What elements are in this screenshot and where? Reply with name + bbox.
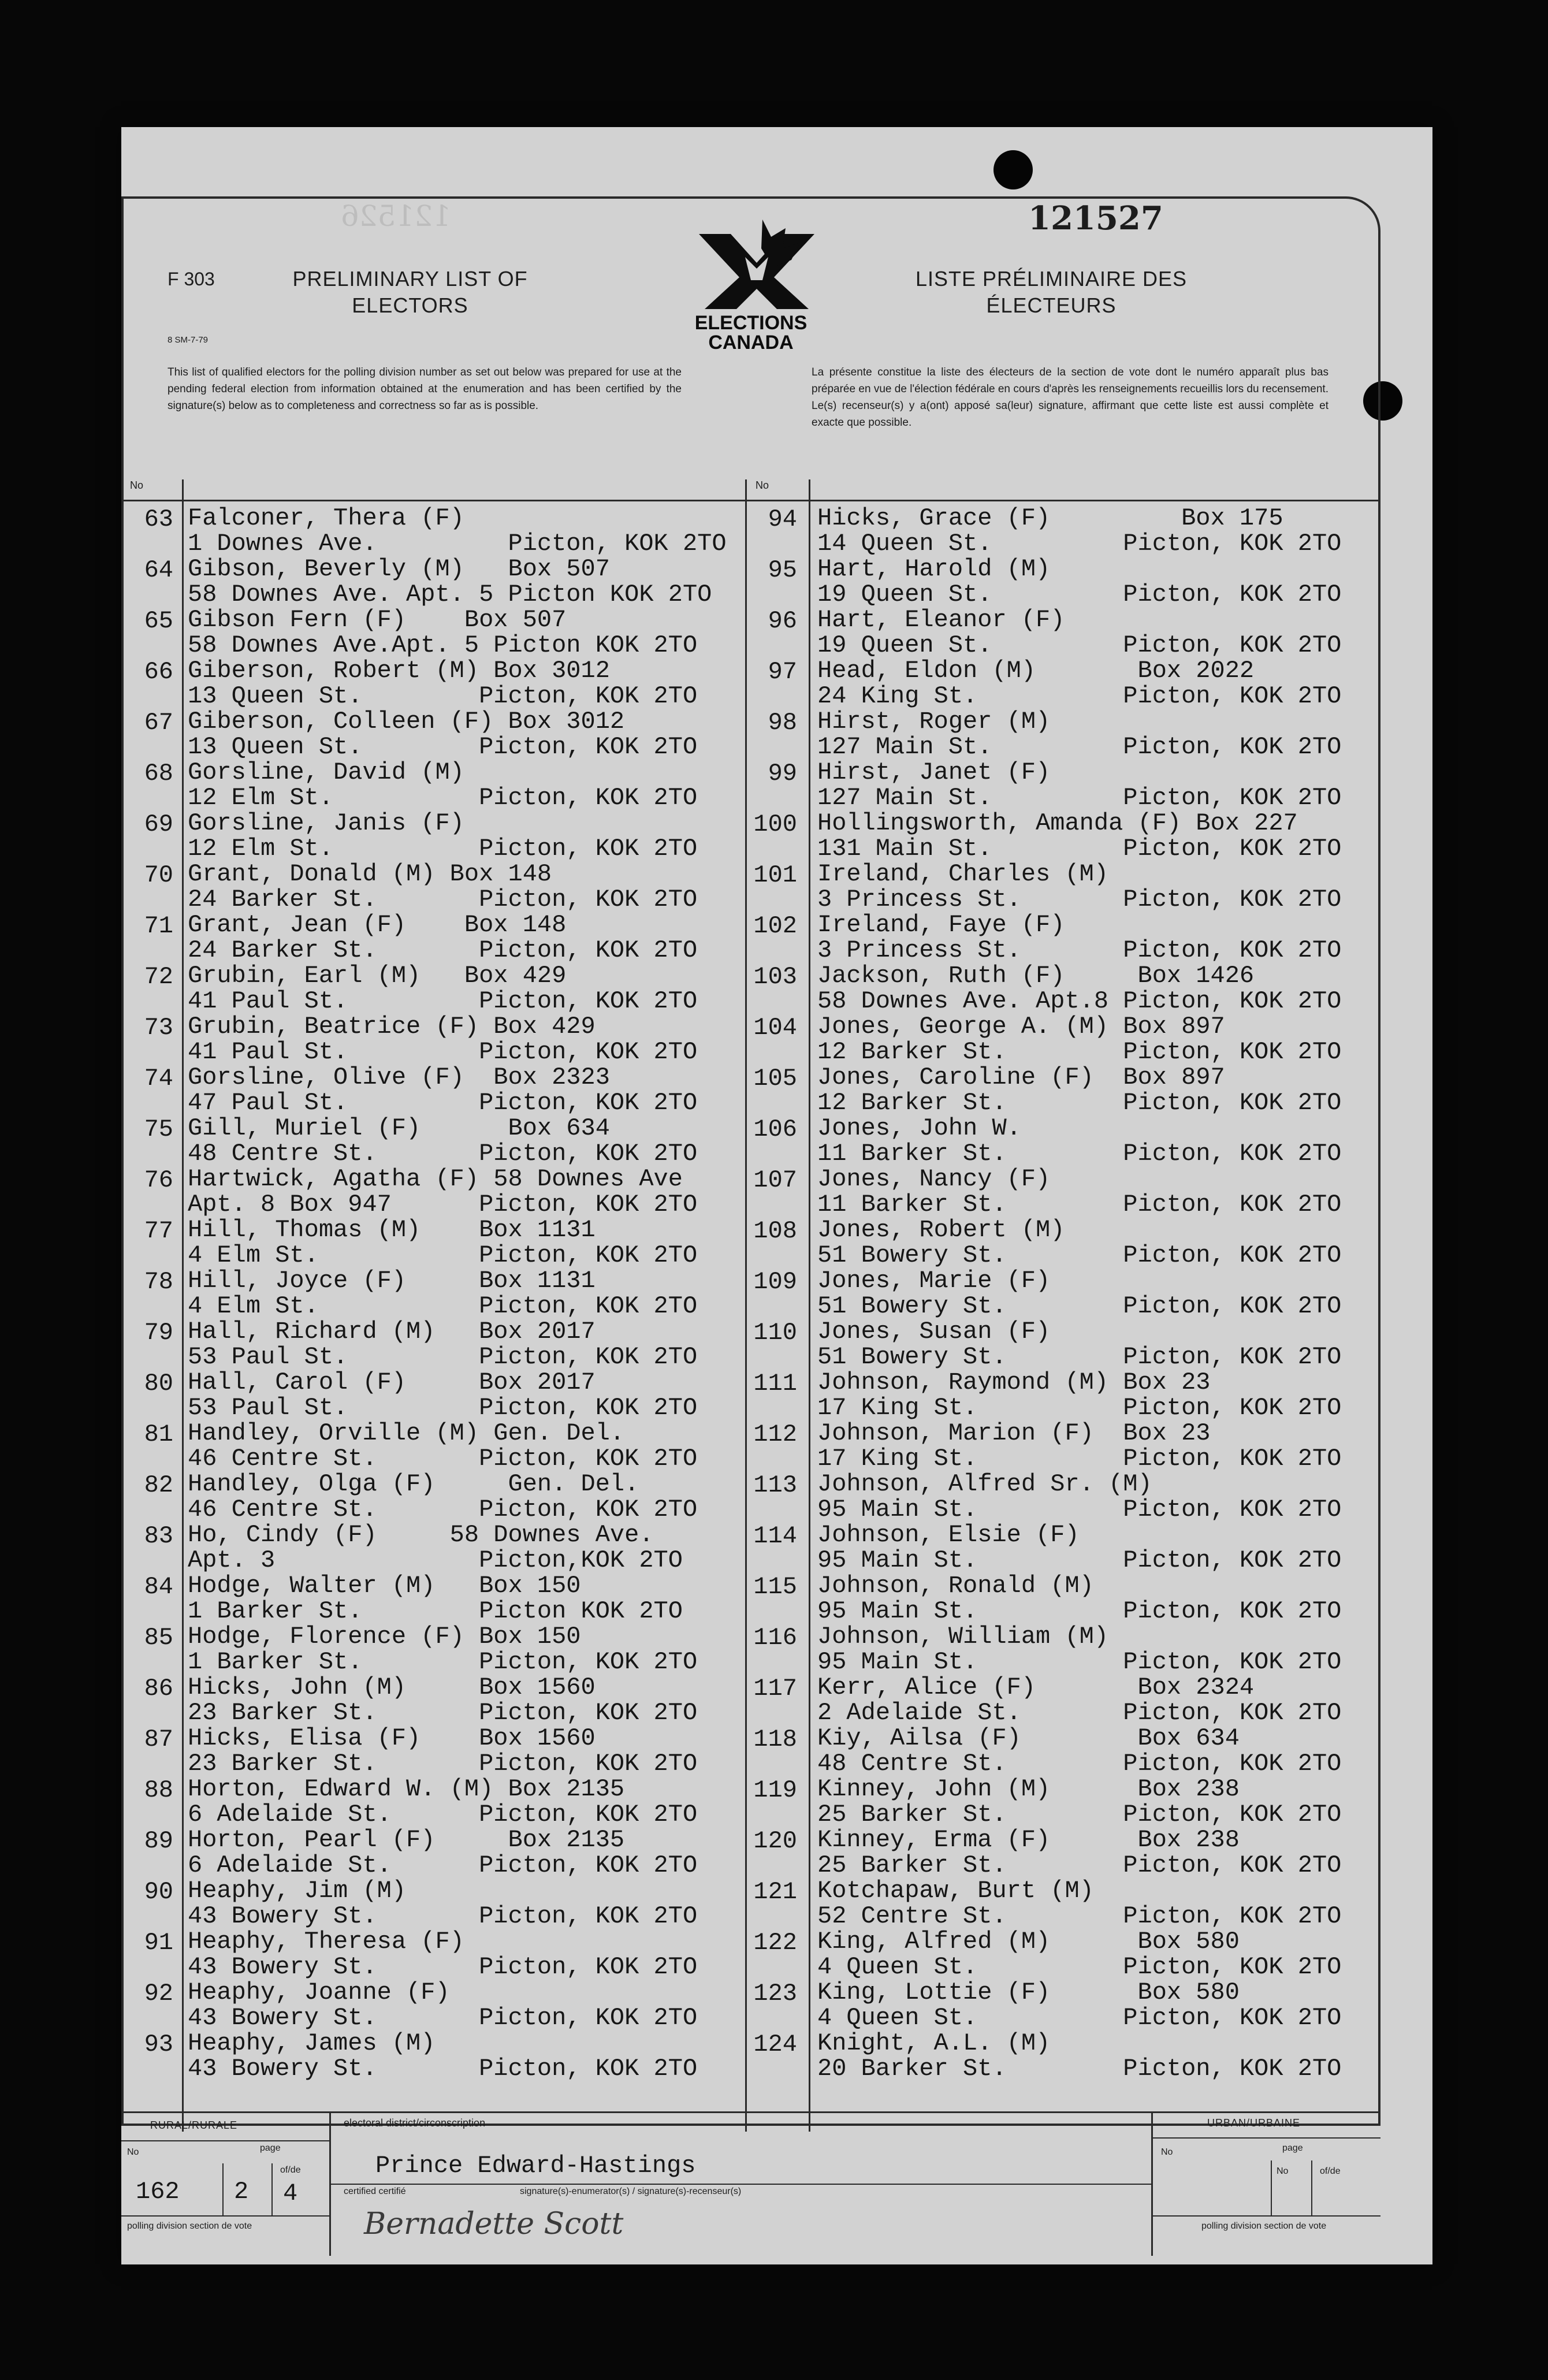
elector-address-line: 3 Princess St. Picton, KOK 2TO (817, 936, 1342, 964)
elector-address-line: 4 Queen St. Picton, KOK 2TO (817, 1953, 1342, 1981)
elector-name-line: Johnson, Marion (F) Box 23 (817, 1419, 1211, 1447)
elector-name-line: Jones, Susan (F) (817, 1318, 1051, 1345)
entry-number: 100 (753, 810, 797, 838)
rural-divider-1 (222, 2163, 224, 2215)
entry-number: 105 (753, 1065, 797, 1092)
elector-address-line: 95 Main St. Picton, KOK 2TO (817, 1496, 1342, 1523)
paragraph-english: This list of qualified electors for the polling division number as set out below was prepared for use at the pending federal election from information obtained at the enumeration and has been certified by the signature(s) below as to completeness and correctness so far as is possible. (168, 366, 682, 412)
elector-name-line: Hicks, Grace (F) Box 175 (817, 504, 1283, 532)
elector-name-line: Horton, Edward W. (M) Box 2135 (188, 1775, 625, 1803)
entry-number: 103 (753, 963, 797, 991)
rural-rule (121, 2140, 329, 2141)
elector-name-line: Hartwick, Agatha (F) 58 Downes Ave (188, 1165, 683, 1193)
elector-name-line: Grant, Donald (M) Box 148 (188, 860, 552, 888)
entry-number: 93 (144, 2031, 173, 2058)
elector-address-line: 43 Bowery St. Picton, KOK 2TO (188, 2004, 698, 2032)
urban-of-label: of/de (1320, 2166, 1341, 2176)
entry-number: 82 (144, 1471, 173, 1499)
elector-name-line: Jones, Marie (F) (817, 1267, 1051, 1295)
entry-number: 88 (144, 1776, 173, 1804)
entry-number: 83 (144, 1522, 173, 1550)
elector-address-line: 6 Adelaide St. Picton, KOK 2TO (188, 1851, 698, 1879)
center-left-column-rule (745, 479, 747, 2132)
elector-name-line: Johnson, William (M) (817, 1623, 1109, 1650)
logo-text: ELECTIONS CANADA (694, 312, 808, 354)
elector-address-line: 51 Bowery St. Picton, KOK 2TO (817, 1292, 1342, 1320)
entry-number: 89 (144, 1827, 173, 1855)
elector-address-line: Apt. 3 Picton,KOK 2TO (188, 1546, 683, 1574)
entry-number: 81 (144, 1420, 173, 1448)
elector-address-line: 58 Downes Ave. Apt.8 Picton, KOK 2TO (817, 987, 1342, 1015)
entry-number: 113 (753, 1471, 797, 1499)
rural-label: RURAL/RURALE (150, 2119, 238, 2131)
elector-name-line: Handley, Olga (F) Gen. Del. (188, 1470, 639, 1498)
elector-name-line: Hart, Eleanor (F) (817, 606, 1065, 634)
entry-number: 67 (144, 709, 173, 737)
urban-polling-label: polling division section de vote (1201, 2221, 1327, 2231)
elector-name-line: Heaphy, Joanne (F) (188, 1979, 450, 2006)
entry-number: 110 (753, 1319, 797, 1347)
rural-no-label: No (127, 2147, 139, 2157)
elector-name-line: Falconer, Thera (F) (188, 504, 464, 532)
elector-name-line: Grubin, Beatrice (F) Box 429 (188, 1013, 596, 1040)
elector-address-line: 17 King St. Picton, KOK 2TO (817, 1394, 1342, 1422)
entry-number: 72 (144, 963, 173, 991)
elector-name-line: Jones, John W. (817, 1114, 1021, 1142)
elector-address-line: 1 Barker St. Picton KOK 2TO (188, 1597, 683, 1625)
entry-number: 111 (753, 1370, 797, 1397)
entry-number: 74 (144, 1065, 173, 1092)
entry-number: 121 (753, 1878, 797, 1906)
rural-page-no: 2 (234, 2178, 249, 2206)
elector-address-line: Apt. 8 Box 947 Picton, KOK 2TO (188, 1191, 698, 1218)
elector-name-line: Hicks, Elisa (F) Box 1560 (188, 1724, 596, 1752)
elector-name-line: Ho, Cindy (F) 58 Downes Ave. (188, 1521, 654, 1549)
elector-address-line: 51 Bowery St. Picton, KOK 2TO (817, 1343, 1342, 1371)
entry-number: 115 (753, 1573, 797, 1601)
elector-address-line: 47 Paul St. Picton, KOK 2TO (188, 1089, 698, 1117)
elector-name-line: King, Lottie (F) Box 580 (817, 1979, 1240, 2006)
district-value: Prince Edward-Hastings (375, 2152, 696, 2180)
elector-name-line: Johnson, Elsie (F) (817, 1521, 1080, 1549)
footer (121, 2111, 1380, 2256)
entry-number: 70 (144, 861, 173, 889)
entry-number: 97 (768, 658, 797, 686)
urban-no-label: No (1161, 2147, 1173, 2157)
punch-hole-top (993, 150, 1033, 189)
elector-address-line: 19 Queen St. Picton, KOK 2TO (817, 631, 1342, 659)
elector-address-line: 4 Elm St. Picton, KOK 2TO (188, 1292, 698, 1320)
elector-address-line: 2 Adelaide St. Picton, KOK 2TO (817, 1699, 1342, 1727)
rural-rule-2 (121, 2215, 329, 2217)
urban-divider-2 (1311, 2160, 1312, 2215)
elector-name-line: Ireland, Faye (F) (817, 911, 1065, 939)
elector-name-line: Hill, Thomas (M) Box 1131 (188, 1216, 596, 1244)
entry-number: 117 (753, 1675, 797, 1702)
entry-number: 94 (768, 505, 797, 533)
entry-number: 96 (768, 607, 797, 635)
elector-address-line: 13 Queen St. Picton, KOK 2TO (188, 682, 698, 710)
elector-address-line: 24 King St. Picton, KOK 2TO (817, 682, 1342, 710)
elector-name-line: Hirst, Roger (M) (817, 708, 1051, 735)
elector-name-line: Gorsline, Olive (F) Box 2323 (188, 1063, 610, 1091)
elector-name-line: Johnson, Raymond (M) Box 23 (817, 1368, 1211, 1396)
entry-number: 77 (144, 1217, 173, 1245)
elector-address-line: 43 Bowery St. Picton, KOK 2TO (188, 1953, 698, 1981)
elector-name-line: Kiy, Ailsa (F) Box 634 (817, 1724, 1240, 1752)
table-top-rule (121, 500, 1380, 501)
entry-number: 76 (144, 1166, 173, 1194)
elector-name-line: Johnson, Ronald (M) (817, 1572, 1094, 1600)
elector-address-line: 12 Elm St. Picton, KOK 2TO (188, 835, 698, 862)
elector-address-line: 17 King St. Picton, KOK 2TO (817, 1445, 1342, 1472)
elector-name-line: Jones, George A. (M) Box 897 (817, 1013, 1225, 1040)
elector-name-line: Giberson, Robert (M) Box 3012 (188, 657, 610, 685)
elector-name-line: Heaphy, Theresa (F) (188, 1928, 464, 1955)
title-english: PRELIMINARY LIST OF ELECTORS (292, 267, 528, 317)
entry-number: 109 (753, 1268, 797, 1296)
elector-name-line: Heaphy, James (M) (188, 2029, 436, 2057)
rural-number: 162 (136, 2178, 180, 2206)
serial-number: 121527 (1028, 199, 1163, 237)
elector-name-line: Gorsline, David (M) (188, 758, 464, 786)
column-label-no-right: No (756, 479, 769, 491)
entry-number: 87 (144, 1726, 173, 1753)
elector-address-line: 48 Centre St. Picton, KOK 2TO (188, 1140, 698, 1167)
elector-name-line: Jones, Robert (M) (817, 1216, 1065, 1244)
elector-address-line: 23 Barker St. Picton, KOK 2TO (188, 1699, 698, 1727)
rural-of-label: of/de (280, 2165, 301, 2175)
elector-address-line: 4 Elm St. Picton, KOK 2TO (188, 1241, 698, 1269)
entry-number: 66 (144, 658, 173, 686)
entry-number: 101 (753, 861, 797, 889)
elector-address-line: 43 Bowery St. Picton, KOK 2TO (188, 2055, 698, 2082)
elector-name-line: Kinney, John (M) Box 238 (817, 1775, 1240, 1803)
elector-name-line: Jones, Caroline (F) Box 897 (817, 1063, 1225, 1091)
elector-name-line: Johnson, Alfred Sr. (M) (817, 1470, 1152, 1498)
elector-address-line: 24 Barker St. Picton, KOK 2TO (188, 886, 698, 913)
elector-address-line: 1 Barker St. Picton, KOK 2TO (188, 1648, 698, 1676)
entry-number: 68 (144, 760, 173, 787)
elector-name-line: Hill, Joyce (F) Box 1131 (188, 1267, 596, 1295)
elector-name-line: Hall, Richard (M) Box 2017 (188, 1318, 596, 1345)
paragraph-french: La présente constitue la liste des électeurs de la section de vote dont le numéro apparaît plus bas préparée en vue de l'élection fédérale en cours d'après les renseignements recueillis lors du recensement. Le(s) recenseur(s) y a(ont) apposé sa(leur) signature, affirmant que cette liste est aussi complète et exacte que possible. (812, 366, 1329, 429)
entry-number: 86 (144, 1675, 173, 1702)
entry-number: 118 (753, 1726, 797, 1753)
urban-label: URBAN/URBAINE (1207, 2117, 1301, 2129)
elector-name-line: Kotchapaw, Burt (M) (817, 1877, 1094, 1905)
entry-number: 104 (753, 1014, 797, 1042)
elector-address-line: 19 Queen St. Picton, KOK 2TO (817, 581, 1342, 608)
entry-number: 64 (144, 556, 173, 584)
entry-number: 63 (144, 505, 173, 533)
entry-number: 79 (144, 1319, 173, 1347)
rural-divider-2 (271, 2163, 273, 2215)
elector-address-line: 41 Paul St. Picton, KOK 2TO (188, 1038, 698, 1066)
elector-name-line: King, Alfred (M) Box 580 (817, 1928, 1240, 1955)
entry-number: 80 (144, 1370, 173, 1397)
elector-address-line: 53 Paul St. Picton, KOK 2TO (188, 1394, 698, 1422)
district-label: electoral district/circonscription (344, 2117, 486, 2129)
elector-name-line: Heaphy, Jim (M) (188, 1877, 407, 1905)
elector-address-line: 53 Paul St. Picton, KOK 2TO (188, 1343, 698, 1371)
elector-address-line: 58 Downes Ave.Apt. 5 Picton KOK 2TO (188, 631, 698, 659)
entry-number: 69 (144, 810, 173, 838)
form-version: 8 SM-7-79 (168, 335, 209, 345)
center-right-column-rule (809, 479, 810, 2132)
elector-address-line: 12 Elm St. Picton, KOK 2TO (188, 784, 698, 812)
elector-address-line: 127 Main St. Picton, KOK 2TO (817, 784, 1342, 812)
entry-number: 73 (144, 1014, 173, 1042)
elector-name-line: Handley, Orville (M) Gen. Del. (188, 1419, 625, 1447)
elector-address-line: 6 Adelaide St. Picton, KOK 2TO (188, 1801, 698, 1828)
entry-number: 107 (753, 1166, 797, 1194)
entry-number: 91 (144, 1929, 173, 1957)
elector-address-line: 95 Main St. Picton, KOK 2TO (817, 1648, 1342, 1676)
entry-number: 95 (768, 556, 797, 584)
entry-number: 120 (753, 1827, 797, 1855)
entry-number: 123 (753, 1980, 797, 2007)
entry-number: 102 (753, 912, 797, 940)
elector-name-line: Gibson Fern (F) Box 507 (188, 606, 567, 634)
entry-number: 106 (753, 1115, 797, 1143)
certified-label: certified certifié (344, 2186, 406, 2196)
entry-number: 92 (144, 1980, 173, 2007)
elector-address-line: 12 Barker St. Picton, KOK 2TO (817, 1038, 1342, 1066)
district-rule (331, 2184, 1151, 2185)
signature-label: signature(s)-enumerator(s) / signature(s)-recenseur(s) (520, 2186, 742, 2196)
entry-number: 108 (753, 1217, 797, 1245)
urban-rule-2 (1153, 2215, 1380, 2217)
entry-number: 122 (753, 1929, 797, 1957)
serial-faint: 121526 (341, 199, 451, 233)
urban-rule (1153, 2137, 1380, 2139)
elector-name-line: Grubin, Earl (M) Box 429 (188, 962, 567, 990)
elector-name-line: Head, Eldon (M) Box 2022 (817, 657, 1255, 685)
maple-leaf-x-icon (676, 217, 838, 309)
elector-name-line: Grant, Jean (F) Box 148 (188, 911, 567, 939)
elector-name-line: Gill, Muriel (F) Box 634 (188, 1114, 610, 1142)
rural-page-of: 4 (283, 2180, 298, 2207)
elector-name-line: Hollingsworth, Amanda (F) Box 227 (817, 809, 1298, 837)
elector-address-line: 52 Centre St. Picton, KOK 2TO (817, 1902, 1342, 1930)
elector-name-line: Gibson, Beverly (M) Box 507 (188, 555, 610, 583)
elector-address-line: 24 Barker St. Picton, KOK 2TO (188, 936, 698, 964)
entry-number: 78 (144, 1268, 173, 1296)
entry-number: 90 (144, 1878, 173, 1906)
elector-name-line: Ireland, Charles (M) (817, 860, 1109, 888)
entry-number: 114 (753, 1522, 797, 1550)
elector-name-line: Kerr, Alice (F) Box 2324 (817, 1674, 1255, 1701)
elector-name-line: Horton, Pearl (F) Box 2135 (188, 1826, 625, 1854)
elector-address-line: 25 Barker St. Picton, KOK 2TO (817, 1801, 1342, 1828)
elector-address-line: 46 Centre St. Picton, KOK 2TO (188, 1496, 698, 1523)
enumerator-signature: Bernadette Scott (364, 2207, 624, 2241)
elector-address-line: 25 Barker St. Picton, KOK 2TO (817, 1851, 1342, 1879)
elector-address-line: 1 Downes Ave. Picton, KOK 2TO (188, 530, 727, 557)
elector-address-line: 11 Barker St. Picton, KOK 2TO (817, 1191, 1342, 1218)
entry-number: 112 (753, 1420, 797, 1448)
elector-name-line: Kinney, Erma (F) Box 238 (817, 1826, 1240, 1854)
rural-page-label: page (260, 2143, 281, 2153)
column-label-no-left: No (130, 479, 144, 491)
elector-address-line: 4 Queen St. Picton, KOK 2TO (817, 2004, 1342, 2032)
elector-address-line: 13 Queen St. Picton, KOK 2TO (188, 733, 698, 761)
urban-divider-1 (1271, 2160, 1272, 2215)
elector-name-line: Hirst, Janet (F) (817, 758, 1051, 786)
elector-name-line: Jackson, Ruth (F) Box 1426 (817, 962, 1255, 990)
elector-name-line: Giberson, Colleen (F) Box 3012 (188, 708, 625, 735)
elector-address-line: 43 Bowery St. Picton, KOK 2TO (188, 1902, 698, 1930)
entry-number: 116 (753, 1624, 797, 1652)
elector-name-line: Hodge, Florence (F) Box 150 (188, 1623, 581, 1650)
elector-address-line: 46 Centre St. Picton, KOK 2TO (188, 1445, 698, 1472)
entry-number: 124 (753, 2031, 797, 2058)
elector-name-line: Knight, A.L. (M) (817, 2029, 1051, 2057)
elector-address-line: 14 Queen St. Picton, KOK 2TO (817, 530, 1342, 557)
elector-address-line: 127 Main St. Picton, KOK 2TO (817, 733, 1342, 761)
urban-page-label: page (1282, 2143, 1303, 2153)
elector-address-line: 131 Main St. Picton, KOK 2TO (817, 835, 1342, 862)
elector-address-line: 12 Barker St. Picton, KOK 2TO (817, 1089, 1342, 1117)
elector-address-line: 95 Main St. Picton, KOK 2TO (817, 1546, 1342, 1574)
entry-number: 65 (144, 607, 173, 635)
elector-address-line: 11 Barker St. Picton, KOK 2TO (817, 1140, 1342, 1167)
elector-address-line: 23 Barker St. Picton, KOK 2TO (188, 1750, 698, 1777)
title-french: LISTE PRÉLIMINAIRE DES ÉLECTEURS (915, 267, 1188, 317)
entry-number: 85 (144, 1624, 173, 1652)
elector-address-line: 20 Barker St. Picton, KOK 2TO (817, 2055, 1342, 2082)
entry-number: 75 (144, 1115, 173, 1143)
entry-number: 84 (144, 1573, 173, 1601)
elector-address-line: 95 Main St. Picton, KOK 2TO (817, 1597, 1342, 1625)
elector-address-line: 51 Bowery St. Picton, KOK 2TO (817, 1241, 1342, 1269)
elector-name-line: Hicks, John (M) Box 1560 (188, 1674, 596, 1701)
entry-number: 98 (768, 709, 797, 737)
elector-address-line: 48 Centre St. Picton, KOK 2TO (817, 1750, 1342, 1777)
form-code: F 303 (168, 269, 215, 289)
elector-name-line: Jones, Nancy (F) (817, 1165, 1051, 1193)
elector-address-line: 3 Princess St. Picton, KOK 2TO (817, 886, 1342, 913)
rural-polling-label: polling division section de vote (127, 2221, 252, 2231)
document-page (121, 127, 1432, 2264)
elector-name-line: Hodge, Walter (M) Box 150 (188, 1572, 581, 1600)
elector-name-line: Hall, Carol (F) Box 2017 (188, 1368, 596, 1396)
elector-address-line: 58 Downes Ave. Apt. 5 Picton KOK 2TO (188, 581, 712, 608)
left-number-column-rule (182, 479, 184, 2132)
elections-canada-logo (676, 217, 838, 354)
entry-number: 119 (753, 1776, 797, 1804)
elector-name-line: Gorsline, Janis (F) (188, 809, 464, 837)
urban-no2-label: No (1277, 2166, 1289, 2176)
entry-number: 99 (768, 760, 797, 787)
elector-address-line: 41 Paul St. Picton, KOK 2TO (188, 987, 698, 1015)
elector-name-line: Hart, Harold (M) (817, 555, 1051, 583)
urban-left-rule (1151, 2111, 1153, 2256)
entry-number: 71 (144, 912, 173, 940)
